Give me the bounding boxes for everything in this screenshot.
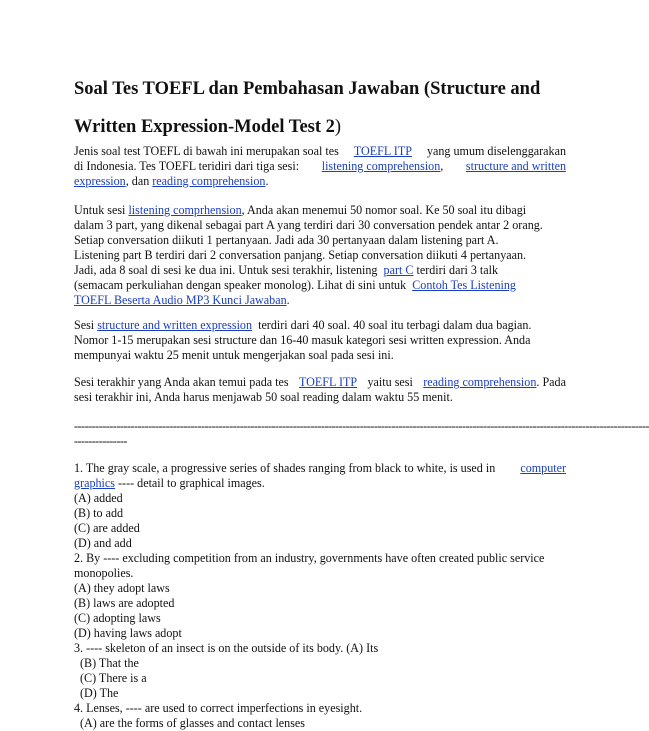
intro-paragraph	[74, 144, 566, 189]
listening-line-4: Listening part B terdiri dari 2 conversation panjang. Setiap conversation diikuti 4 pertanyaan.	[74, 248, 527, 262]
question-3-line-1: 3. ---- skeleton of an insect is on the outside of its body. (A) Its	[74, 641, 379, 655]
reading-text-2: yaitu sesi	[367, 375, 413, 389]
listening-line-5	[74, 263, 566, 278]
contoh-tes-listening-link[interactable]: Contoh Tes Listening	[412, 278, 516, 292]
document-title	[74, 70, 574, 146]
title-line-2	[74, 108, 574, 146]
listening-line-7	[74, 293, 566, 308]
listening-comprhension-link[interactable]: listening comprhension	[128, 203, 242, 217]
intro-text-5: .	[265, 174, 269, 188]
part-c-link[interactable]: part C	[383, 263, 414, 277]
question-1-option-b: (B) to add	[74, 506, 124, 520]
question-3-option-d: (D) The	[80, 686, 119, 700]
question-1-option-c: (C) are added	[74, 521, 140, 535]
computer-link[interactable]: computer	[520, 461, 566, 475]
question-1-text: 1. The gray scale, a progressive series of shades ranging from black to white, is used in	[74, 461, 496, 475]
listening-comprehension-link[interactable]: listening comprehension	[321, 159, 441, 173]
listening-text-4: terdiri dari 3 talk	[416, 263, 499, 277]
question-2-option-b: (B) laws are adopted	[74, 596, 175, 610]
title-line-2-paren: )	[334, 117, 342, 137]
intro-line-2	[74, 159, 566, 174]
listening-line-1	[74, 203, 566, 218]
intro-text-1: Jenis soal test TOEFL di bawah ini merupakan soal tes	[74, 144, 339, 158]
question-1-option-d: (D) and add	[74, 536, 132, 550]
intro-text-3: di Indonesia. Tes TOEFL teridiri dari tiga sesi:	[74, 159, 300, 173]
listening-paragraph	[74, 203, 566, 308]
toefl-audio-mp3-link[interactable]: TOEFL Beserta Audio MP3 Kunci Jawaban	[74, 293, 287, 307]
question-4-option-a: (A) are the forms of glasses and contact lenses	[80, 716, 305, 730]
intro-text-4: , dan	[125, 174, 150, 188]
listening-line-2: dalam 3 part, yang dikenal sebagai part A yang terdiri dari 30 conversation pendek antar 2 orang.	[74, 218, 543, 232]
separator	[74, 419, 649, 449]
listening-text-3: Jadi, ada 8 soal di sesi ke dua ini. Untuk sesi terakhir, listening	[74, 263, 378, 277]
question-1-text-2: ---- detail to graphical images.	[118, 476, 265, 490]
structure-written-link[interactable]: structure and written	[465, 159, 566, 173]
reading-text-1: Sesi terakhir yang Anda akan temui pada tes	[74, 375, 289, 389]
reading-comprehension-link[interactable]: reading comprehension	[152, 174, 266, 188]
structure-line-1	[74, 318, 566, 333]
reading-line-2: sesi terakhir ini, Anda harus menjawab 50 soal reading dalam waktu 55 menit.	[74, 390, 453, 404]
structure-line-2: Nomor 1-15 merupakan sesi structure dan 16-40 masuk kategori sesi written expression. Anda	[74, 333, 531, 347]
question-3-option-b: (B) That the	[80, 656, 139, 670]
question-1-option-a: (A) added	[74, 491, 123, 505]
question-2-option-d: (D) having laws adopt	[74, 626, 182, 640]
structure-paragraph	[74, 318, 566, 363]
question-2-line-2: monopolies.	[74, 566, 134, 580]
structure-text-2: terdiri dari 40 soal. 40 soal itu terbagi dalam dua bagian.	[258, 318, 532, 332]
reading-text-3: . Pada	[536, 375, 566, 389]
listening-text-1: Untuk sesi	[74, 203, 126, 217]
questions-list	[74, 461, 566, 731]
structure-line-3: mempunyai waktu 25 menit untuk mengerjakan soal pada sesi ini.	[74, 348, 394, 362]
listening-line-3: Setiap conversation diikuti 1 pertanyaan. Jadi ada 30 pertanyaan dalam listening part A.	[74, 233, 499, 247]
listening-text-5: (semacam perkuliahan dengan speaker monolog). Lihat di sini untuk	[74, 278, 407, 292]
reading-comprehension-link-2[interactable]: reading comprehension	[423, 375, 537, 389]
question-4-line-1: 4. Lenses, ---- are used to correct imperfections in eyesight.	[74, 701, 363, 715]
expression-link[interactable]: expression	[74, 174, 126, 188]
question-1-line-1	[74, 461, 566, 476]
question-3-option-c: (C) There is a	[80, 671, 147, 685]
listening-line-6	[74, 278, 566, 293]
listening-text-2: , Anda akan menemui 50 nomor soal. Ke 50 soal itu dibagi	[241, 203, 527, 217]
separator-line-1: -------------------------------------------------------------------------------------------------------------------------------------------------------------------	[74, 419, 649, 433]
question-2-option-c: (C) adopting laws	[74, 611, 161, 625]
structure-written-expression-link[interactable]: structure and written expression	[97, 318, 253, 332]
listening-text-6: .	[286, 293, 290, 307]
reading-line-1	[74, 375, 566, 390]
structure-text-1: Sesi	[74, 318, 95, 332]
toefl-itp-link[interactable]: TOEFL ITP	[353, 144, 412, 158]
intro-comma: ,	[440, 159, 444, 173]
title-line-1: Soal Tes TOEFL dan Pembahasan Jawaban (Structure and	[74, 79, 541, 99]
separator-line-2: ---------------	[74, 434, 127, 448]
reading-toefl-itp-link[interactable]: TOEFL ITP	[298, 375, 358, 389]
reading-paragraph	[74, 375, 566, 405]
graphics-link[interactable]: graphics	[74, 476, 115, 490]
question-2-line-1: 2. By ---- excluding competition from an industry, governments have often created public service	[74, 551, 545, 565]
question-1-line-2	[74, 476, 566, 491]
question-2-option-a: (A) they adopt laws	[74, 581, 170, 595]
intro-line-1	[74, 144, 566, 159]
intro-line-3	[74, 174, 566, 189]
title-line-2-text: Written Expression-Model Test 2	[74, 117, 335, 137]
intro-text-2: yang umum diselenggarakan	[426, 144, 566, 158]
